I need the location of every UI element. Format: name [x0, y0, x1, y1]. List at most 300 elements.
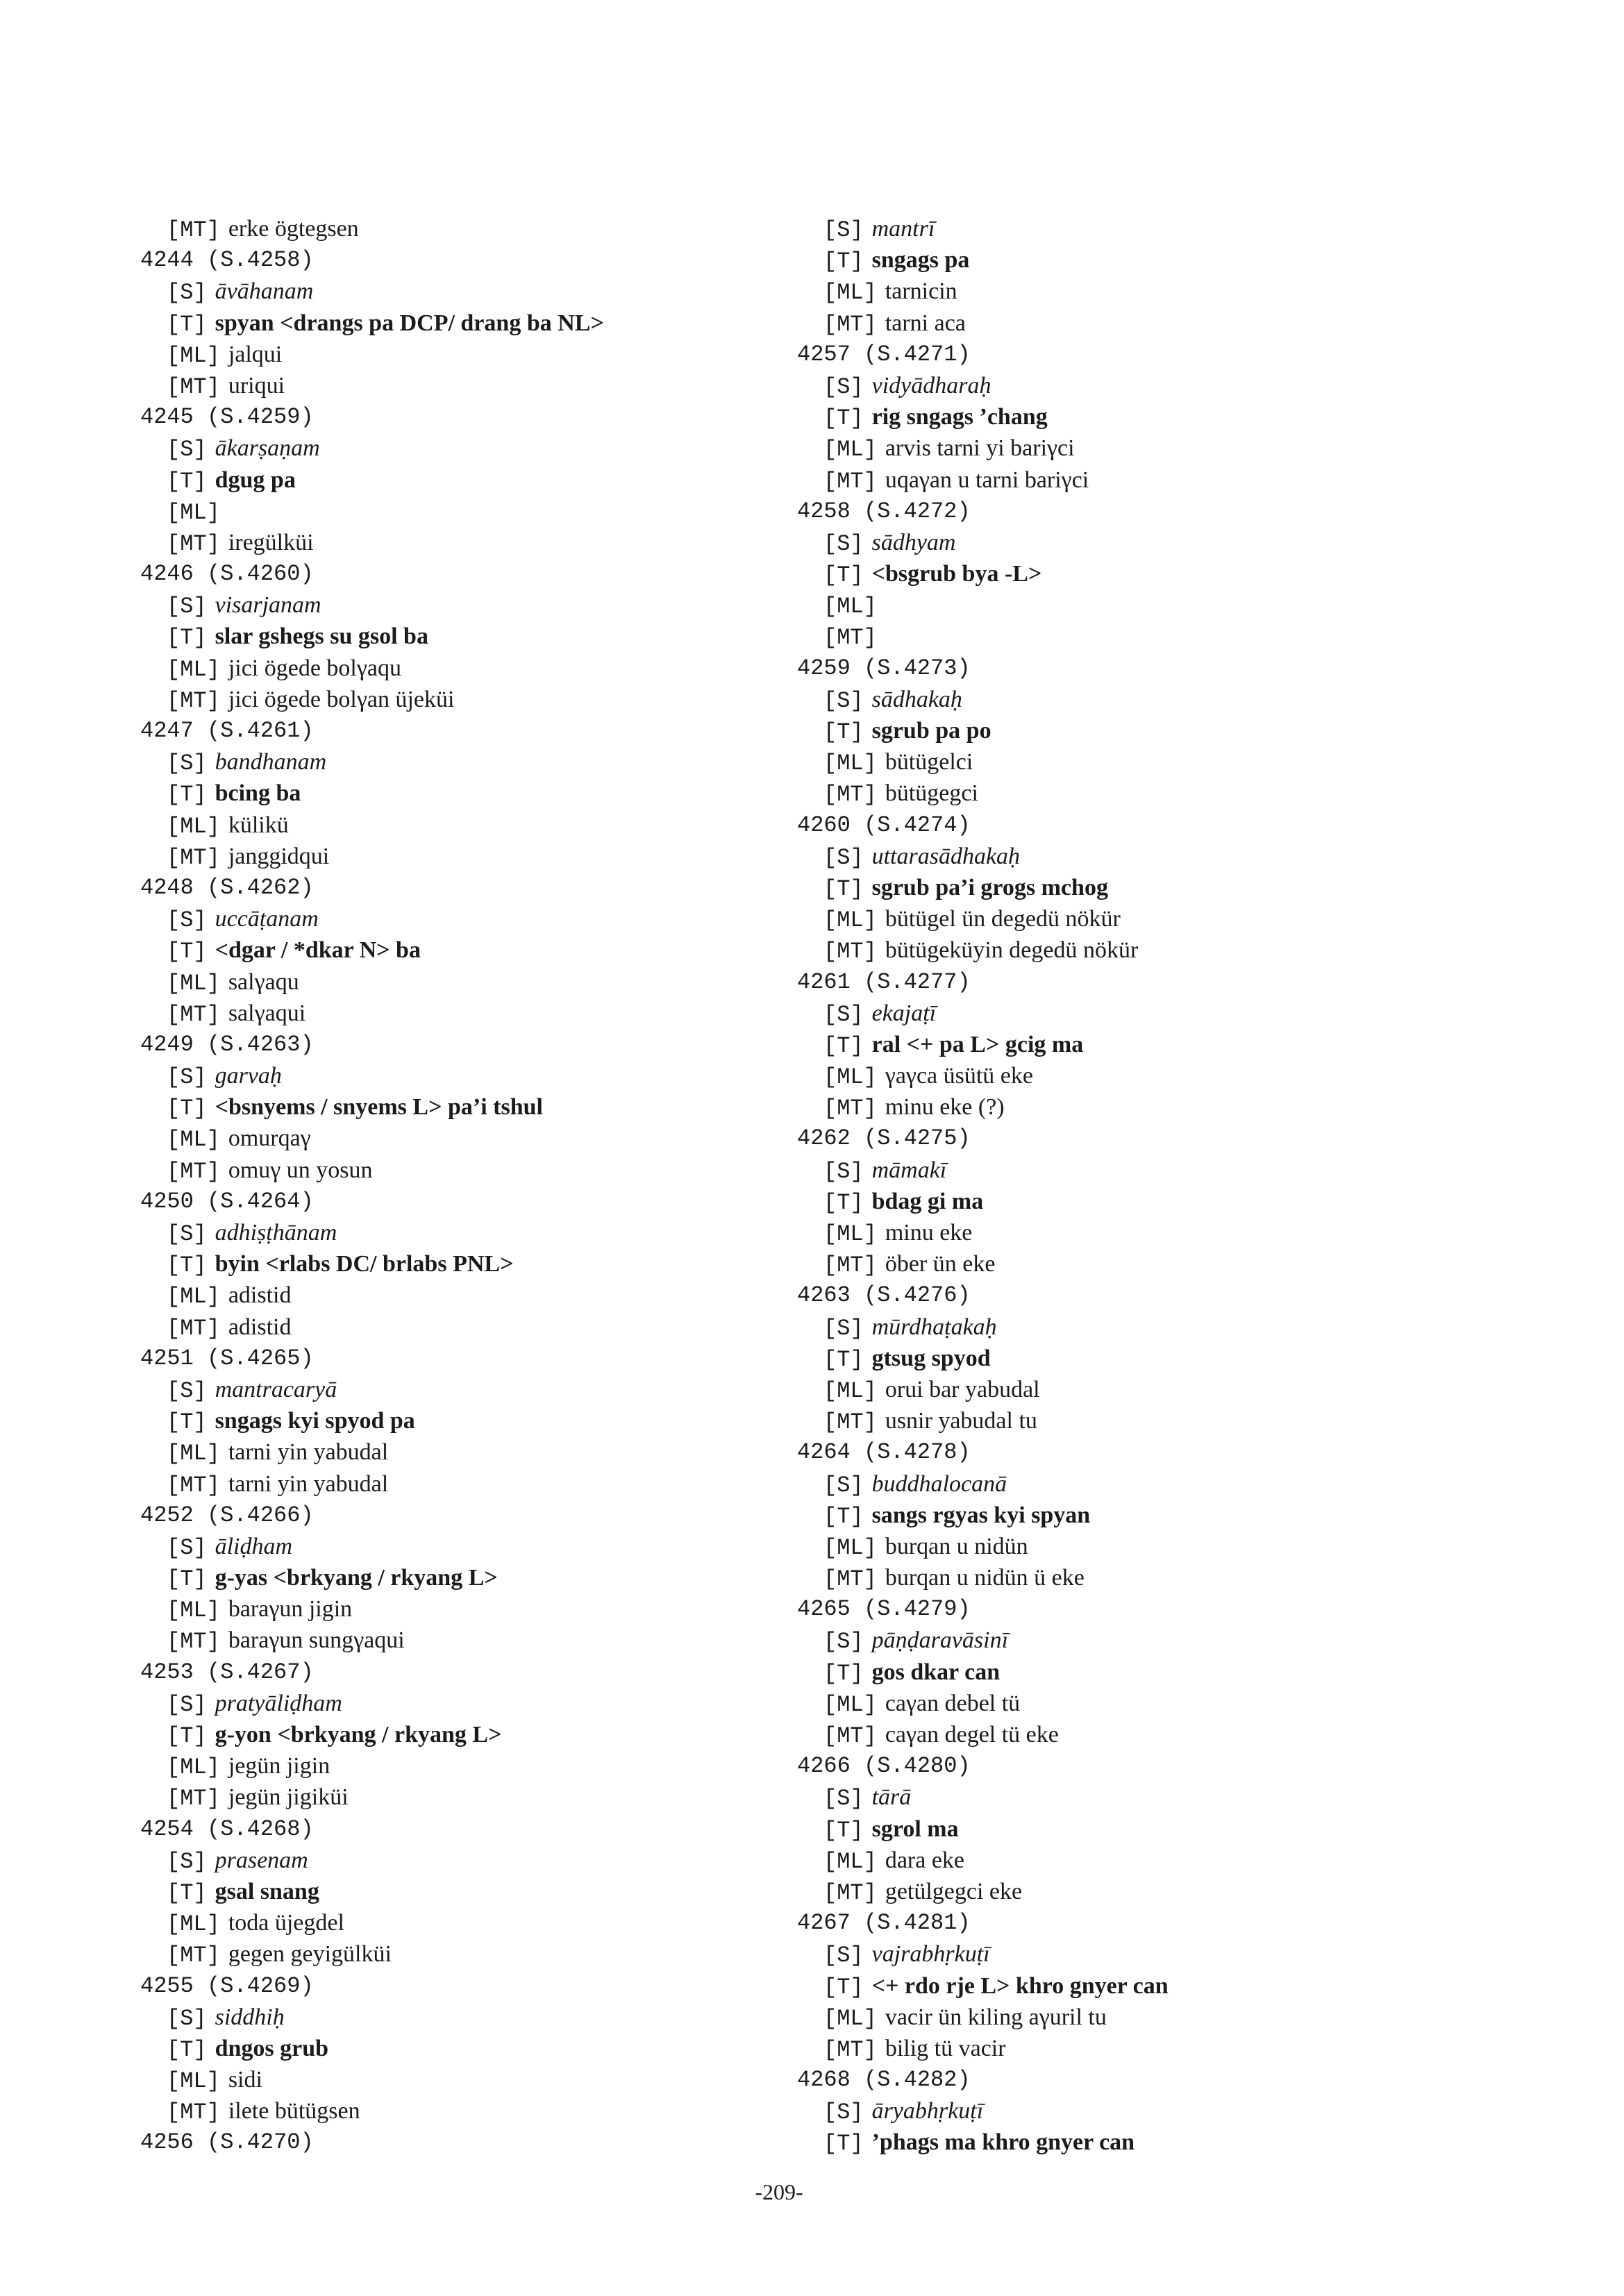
field-tag: [S]: [823, 1472, 864, 1498]
field-tag: [ML]: [167, 342, 220, 369]
entry-heading: 4261 (S.4277): [797, 969, 971, 995]
field-line-s: [797, 527, 1169, 558]
field-text: uqaγan u tarni bariγci: [885, 467, 1089, 493]
field-line-t: [140, 2033, 604, 2064]
field-text: pāṇḍaravāsinī: [871, 1627, 1009, 1654]
field-tag: [ML]: [823, 437, 877, 463]
field-line-mt: [797, 935, 1169, 966]
field-text: jegün jigiküi: [228, 1784, 349, 1811]
field-line-ml: [797, 1060, 1169, 1091]
entry-heading: 4257 (S.4271): [797, 341, 971, 367]
field-text: āryabhṛkuṭī: [871, 2098, 984, 2125]
field-line-t: [140, 1405, 604, 1436]
field-tag: [ML]: [823, 1064, 877, 1091]
field-text: pratyāliḍham: [215, 1690, 342, 1716]
field-line-mt: [140, 998, 604, 1029]
field-line-ml: [140, 966, 604, 998]
field-line-mt: [797, 1091, 1169, 1123]
field-tag: [S]: [823, 1001, 864, 1028]
field-tag: [MT]: [823, 468, 877, 494]
field-line-s: [797, 1782, 1169, 1813]
field-tag: [T]: [167, 782, 207, 808]
field-tag: [ML]: [823, 2005, 877, 2031]
field-tag: [MT]: [167, 1943, 220, 1969]
field-line-mt: [797, 1876, 1169, 1907]
field-text: vidyādharaḥ: [871, 372, 991, 399]
field-tag: [S]: [167, 751, 207, 777]
field-tag: [ML]: [167, 1598, 220, 1624]
field-text: bilig tü vacir: [885, 2035, 1006, 2061]
field-text: ilete bütügsen: [228, 2098, 360, 2125]
field-tag: [T]: [167, 468, 207, 494]
entry-heading: 4262 (S.4275): [797, 1125, 971, 1152]
field-tag: [MT]: [823, 1566, 877, 1593]
field-text: tarni aca: [885, 310, 966, 336]
field-line-mt: [140, 1938, 604, 1970]
field-line-mt: [797, 1562, 1169, 1593]
field-text: usnir yabudal tu: [885, 1408, 1037, 1434]
field-line-t: [797, 1186, 1169, 1217]
field-tag: [ML]: [167, 1754, 220, 1781]
field-line-ml: [140, 1907, 604, 1938]
field-tag: [ML]: [167, 656, 220, 682]
field-tag: [T]: [167, 1723, 207, 1749]
field-text: bdag gi ma: [871, 1188, 984, 1214]
field-text: mūrdhaṭakaḥ: [871, 1314, 997, 1340]
field-tag: [T]: [823, 562, 864, 589]
field-tag: [MT]: [823, 782, 877, 808]
field-text: sādhyam: [871, 529, 956, 555]
field-line-t: [140, 1876, 604, 1907]
field-line-ml: [797, 276, 1169, 307]
field-line-s: [797, 998, 1169, 1029]
field-tag: [MT]: [167, 217, 220, 243]
field-tag: [S]: [823, 687, 864, 714]
field-tag: [T]: [167, 1879, 207, 1906]
field-tag: [MT]: [167, 1315, 220, 1341]
field-line-s: [797, 684, 1169, 715]
field-text: tarni yin yabudal: [228, 1470, 389, 1497]
field-tag: [MT]: [167, 1001, 220, 1028]
field-text: getülgegci eke: [885, 1878, 1023, 1904]
field-tag: [ML]: [823, 1691, 877, 1718]
field-line-t: [797, 1813, 1169, 1845]
field-text: mantrī: [871, 216, 935, 242]
field-text: jici ögede bolγaqu: [228, 655, 401, 681]
field-line-ml: [140, 1593, 604, 1625]
field-tag: [ML]: [167, 1911, 220, 1938]
field-tag: [S]: [167, 1064, 207, 1091]
field-line-t: [797, 1343, 1169, 1374]
field-line-mt: [140, 684, 604, 715]
field-tag: [S]: [823, 1629, 864, 1655]
field-line-s: [140, 1531, 604, 1562]
field-tag: [S]: [823, 1158, 864, 1184]
entry-heading: 4253 (S.4267): [140, 1659, 314, 1685]
field-text: salγaqu: [228, 969, 299, 995]
field-tag: [T]: [823, 1503, 864, 1530]
field-line-ml: [140, 810, 604, 841]
field-text: sgrub pa’i grogs mchog: [871, 874, 1108, 900]
field-tag: [S]: [167, 437, 207, 463]
field-tag: [ML]: [167, 1127, 220, 1153]
field-tag: [MT]: [167, 1472, 220, 1498]
field-line-s: [797, 213, 1169, 244]
field-line-ml: [797, 2002, 1169, 2033]
field-line-ml: [797, 1688, 1169, 1719]
right-column: [797, 213, 1169, 2159]
field-tag: [ML]: [167, 813, 220, 839]
field-line-t: [140, 778, 604, 809]
entry-heading: 4258 (S.4272): [797, 498, 971, 524]
entry-heading: 4266 (S.4280): [797, 1753, 971, 1779]
field-text: prasenam: [215, 1847, 308, 1873]
field-text: vacir ün kiling aγuril tu: [885, 2004, 1107, 2030]
field-tag: [S]: [823, 844, 864, 871]
field-tag: [S]: [823, 1786, 864, 1812]
field-tag: [S]: [167, 2005, 207, 2031]
field-text: bütügel ün degedü nökür: [885, 906, 1121, 932]
field-line-t: [140, 935, 604, 966]
field-tag: [T]: [167, 1096, 207, 1122]
entry-heading: 4260 (S.4274): [797, 812, 971, 838]
field-text: minu eke: [885, 1220, 973, 1246]
field-line-s: [140, 2002, 604, 2033]
field-tag: [ML]: [823, 1848, 877, 1875]
field-text: gos dkar can: [871, 1659, 1001, 1685]
field-text: bütügegci: [885, 780, 978, 807]
field-tag: [S]: [167, 1534, 207, 1561]
field-line-mt: [797, 1405, 1169, 1436]
field-line-mt: [797, 2033, 1169, 2064]
field-text: sngags kyi spyod pa: [215, 1408, 415, 1434]
field-tag: [MT]: [823, 2036, 877, 2063]
field-tag: [ML]: [167, 1284, 220, 1310]
field-line-ml: [140, 1750, 604, 1782]
field-text: visarjanam: [215, 592, 321, 619]
field-tag: [S]: [823, 217, 864, 243]
field-tag: [S]: [167, 280, 207, 306]
field-text: bandhanam: [215, 749, 327, 776]
field-text: sgrub pa po: [871, 718, 991, 744]
field-text: āvāhanam: [215, 278, 314, 305]
entry-heading: 4265 (S.4279): [797, 1596, 971, 1623]
field-tag: [MT]: [167, 530, 220, 557]
field-line-mt: [797, 1719, 1169, 1750]
entry-heading: 4252 (S.4266): [140, 1502, 314, 1528]
field-tag: [ML]: [823, 1534, 877, 1561]
field-text: <dgar / *dkar N> ba: [215, 937, 421, 964]
field-line-t: [797, 1657, 1169, 1688]
field-tag: [MT]: [167, 374, 220, 400]
field-line-s: [140, 433, 604, 464]
field-text: ekajaṭī: [871, 1000, 937, 1026]
field-line-t: [140, 1248, 604, 1280]
field-line-t: [797, 1029, 1169, 1060]
field-line-t: [797, 1500, 1169, 1531]
field-line-mt: [797, 1248, 1169, 1280]
field-text: tarnicin: [885, 278, 957, 305]
entry-heading: 4259 (S.4273): [797, 655, 971, 681]
field-text: ’phags ma khro gnyer can: [871, 2129, 1135, 2156]
field-tag: [S]: [167, 594, 207, 620]
field-tag: [S]: [167, 1691, 207, 1718]
field-text: janggidqui: [228, 843, 330, 869]
field-tag: [ML]: [823, 594, 877, 620]
field-text: külikü: [228, 812, 289, 838]
field-text: jalqui: [228, 341, 283, 367]
field-tag: [T]: [823, 2131, 864, 2157]
field-text: jici ögede bolγan üjeküi: [228, 686, 455, 712]
field-line-ml: [797, 1845, 1169, 1876]
field-line-t: [797, 558, 1169, 589]
field-text: orui bar yabudal: [885, 1376, 1040, 1402]
field-line-mt: [140, 213, 604, 244]
field-text: caγan debel tü: [885, 1690, 1021, 1716]
entry-heading: 4254 (S.4268): [140, 1816, 314, 1842]
field-line-s: [140, 746, 604, 778]
field-line-s: [140, 1688, 604, 1719]
field-line-t: [797, 2127, 1169, 2158]
field-line-ml: [797, 589, 1169, 621]
entry-heading: 4263 (S.4276): [797, 1282, 971, 1309]
field-tag: [ML]: [167, 1441, 220, 1467]
field-tag: [MT]: [167, 687, 220, 714]
field-text: tarni yin yabudal: [228, 1439, 389, 1466]
entry-heading: 4268 (S.4282): [797, 2067, 971, 2093]
field-line-mt: [140, 1155, 604, 1186]
field-tag: [MT]: [823, 625, 877, 651]
field-text: tārā: [871, 1784, 912, 1811]
field-line-t: [140, 464, 604, 496]
field-text: omuγ un yosun: [228, 1157, 373, 1183]
entry-heading: 4267 (S.4281): [797, 1910, 971, 1936]
field-text: burqan u nidün ü eke: [885, 1565, 1085, 1591]
field-text: āliḍham: [215, 1533, 293, 1559]
field-line-s: [140, 903, 604, 935]
field-text: vajrabhṛkuṭī: [871, 1941, 990, 1968]
field-line-s: [797, 841, 1169, 872]
field-tag: [T]: [167, 1409, 207, 1436]
field-tag: [MT]: [823, 1096, 877, 1122]
field-text: adistid: [228, 1314, 292, 1340]
left-column: [140, 213, 604, 2159]
field-tag: [T]: [167, 1566, 207, 1593]
field-line-mt: [140, 370, 604, 401]
field-tag: [T]: [167, 2036, 207, 2063]
field-line-t: [797, 401, 1169, 433]
field-line-mt: [140, 2095, 604, 2127]
field-text: omurqaγ: [228, 1125, 311, 1152]
field-tag: [ML]: [823, 280, 877, 306]
field-tag: [ML]: [167, 970, 220, 996]
field-text: ral <+ pa L> gcig ma: [871, 1031, 1084, 1057]
field-tag: [MT]: [167, 1629, 220, 1655]
field-tag: [S]: [167, 1377, 207, 1404]
field-line-s: [140, 1217, 604, 1248]
entry-heading: 4248 (S.4262): [140, 874, 314, 900]
entry-heading: 4249 (S.4263): [140, 1031, 314, 1057]
field-text: sngags pa: [871, 247, 970, 274]
field-text: toda üjegdel: [228, 1910, 344, 1936]
field-text: öber ün eke: [885, 1251, 996, 1277]
field-tag: [MT]: [823, 1252, 877, 1279]
field-text: gegen geyigülküi: [228, 1941, 392, 1968]
field-line-ml: [140, 1436, 604, 1468]
field-tag: [ML]: [167, 499, 220, 526]
field-line-ml: [140, 496, 604, 527]
field-text: rig sngags ’chang: [871, 404, 1048, 430]
field-text: minu eke (?): [885, 1094, 1005, 1121]
entry-heading: 4251 (S.4265): [140, 1345, 314, 1371]
field-tag: [S]: [823, 2100, 864, 2126]
field-tag: [S]: [823, 1315, 864, 1341]
field-line-mt: [140, 1625, 604, 1656]
field-line-s: [797, 2095, 1169, 2127]
entry-heading: 4255 (S.4269): [140, 1972, 314, 1999]
field-line-s: [140, 276, 604, 307]
field-text: sādhakaḥ: [871, 686, 962, 712]
page-number: -209-: [755, 2179, 803, 2204]
field-tag: [ML]: [823, 751, 877, 777]
field-line-ml: [140, 1123, 604, 1154]
field-line-mt: [797, 621, 1169, 652]
field-tag: [T]: [823, 1032, 864, 1059]
field-text: gtsug spyod: [871, 1345, 991, 1371]
field-tag: [T]: [823, 1346, 864, 1373]
field-tag: [ML]: [823, 1377, 877, 1404]
field-text: dngos grub: [215, 2035, 329, 2061]
field-tag: [T]: [823, 1660, 864, 1686]
field-line-ml: [140, 2064, 604, 2095]
field-text: siddhiḥ: [215, 2004, 285, 2030]
field-text: g-yon <brkyang / rkyang L>: [215, 1722, 502, 1748]
field-line-ml: [140, 339, 604, 370]
field-text: sgrol ma: [871, 1816, 959, 1842]
field-line-ml: [797, 1531, 1169, 1562]
field-tag: [MT]: [823, 939, 877, 965]
field-line-s: [797, 1625, 1169, 1656]
field-text: bcing ba: [215, 780, 301, 807]
entry-heading: 4245 (S.4259): [140, 404, 314, 430]
field-text: dgug pa: [215, 467, 296, 493]
entry-heading: 4247 (S.4261): [140, 718, 314, 744]
field-line-mt: [140, 527, 604, 558]
field-text: salγaqui: [228, 1000, 306, 1026]
field-text: sangs rgyas kyi spyan: [871, 1502, 1091, 1528]
field-line-ml: [797, 1374, 1169, 1405]
field-text: spyan <drangs pa DCP/ drang ba NL>: [215, 310, 604, 336]
entry-heading: 4256 (S.4270): [140, 2129, 314, 2156]
field-tag: [S]: [823, 374, 864, 400]
field-line-mt: [140, 1312, 604, 1343]
field-text: <+ rdo rje L> khro gnyer can: [871, 1972, 1169, 1999]
field-tag: [T]: [167, 1252, 207, 1279]
field-tag: [S]: [167, 1221, 207, 1247]
field-tag: [S]: [167, 907, 207, 934]
field-text: caγan degel tü eke: [885, 1722, 1059, 1748]
field-line-t: [140, 1091, 604, 1123]
field-tag: [ML]: [823, 1221, 877, 1247]
field-tag: [T]: [167, 625, 207, 651]
field-text: erke ögtegsen: [228, 216, 359, 242]
field-tag: [T]: [823, 719, 864, 745]
field-text: <bsnyems / snyems L> pa’i tshul: [215, 1094, 543, 1121]
field-text: sidi: [228, 2067, 262, 2093]
field-text: adhiṣṭhānam: [215, 1220, 337, 1246]
field-tag: [MT]: [823, 1723, 877, 1749]
field-line-t: [797, 872, 1169, 903]
field-text: uccāṭanam: [215, 906, 319, 932]
field-line-t: [140, 621, 604, 652]
field-tag: [T]: [823, 875, 864, 902]
field-text: buddhalocanā: [871, 1470, 1007, 1497]
field-text: iregülküi: [228, 529, 314, 555]
field-line-ml: [797, 903, 1169, 935]
field-line-s: [140, 1374, 604, 1405]
field-text: māmakī: [871, 1157, 947, 1183]
field-text: gsal snang: [215, 1878, 319, 1904]
field-line-mt: [797, 464, 1169, 496]
field-tag: [MT]: [167, 2100, 220, 2126]
field-text: uriqui: [228, 372, 285, 399]
field-tag: [T]: [167, 311, 207, 337]
field-text: uttarasādhakaḥ: [871, 843, 1021, 869]
field-line-mt: [797, 778, 1169, 809]
field-text: byin <rlabs DC/ brlabs PNL>: [215, 1251, 514, 1277]
field-tag: [T]: [823, 405, 864, 432]
field-line-t: [140, 308, 604, 339]
field-line-t: [797, 244, 1169, 276]
field-line-s: [140, 589, 604, 621]
field-tag: [ML]: [167, 2068, 220, 2095]
field-text: mantracaryā: [215, 1376, 337, 1402]
entry-heading: 4264 (S.4278): [797, 1439, 971, 1466]
field-tag: [MT]: [167, 844, 220, 871]
field-tag: [T]: [167, 939, 207, 965]
field-tag: [S]: [823, 530, 864, 557]
field-text: baraγun sungγaqui: [228, 1627, 405, 1654]
field-line-ml: [797, 433, 1169, 464]
field-line-s: [797, 1938, 1169, 1970]
entry-heading: 4244 (S.4258): [140, 247, 314, 274]
field-line-ml: [140, 1280, 604, 1311]
field-line-s: [797, 1312, 1169, 1343]
entry-heading: 4246 (S.4260): [140, 561, 314, 587]
field-line-t: [140, 1562, 604, 1593]
field-text: burqan u nidün: [885, 1533, 1028, 1559]
field-text: γaγca üsütü eke: [885, 1063, 1033, 1089]
field-text: arvis tarni yi bariγci: [885, 435, 1075, 462]
field-tag: [T]: [823, 1974, 864, 2000]
field-text: jegün jigin: [228, 1753, 330, 1779]
field-text: bütügeküyin degedü nökür: [885, 937, 1139, 964]
field-line-s: [797, 1468, 1169, 1500]
field-tag: [T]: [823, 1189, 864, 1216]
field-line-mt: [140, 841, 604, 872]
field-text: slar gshegs su gsol ba: [215, 623, 428, 650]
entry-heading: 4250 (S.4264): [140, 1188, 314, 1214]
field-tag: [MT]: [823, 311, 877, 337]
field-tag: [MT]: [167, 1158, 220, 1184]
field-line-t: [140, 1719, 604, 1750]
field-tag: [ML]: [823, 907, 877, 934]
field-line-mt: [797, 308, 1169, 339]
field-tag: [T]: [823, 249, 864, 275]
field-tag: [S]: [823, 1943, 864, 1969]
field-line-mt: [140, 1468, 604, 1500]
field-tag: [S]: [167, 1848, 207, 1875]
